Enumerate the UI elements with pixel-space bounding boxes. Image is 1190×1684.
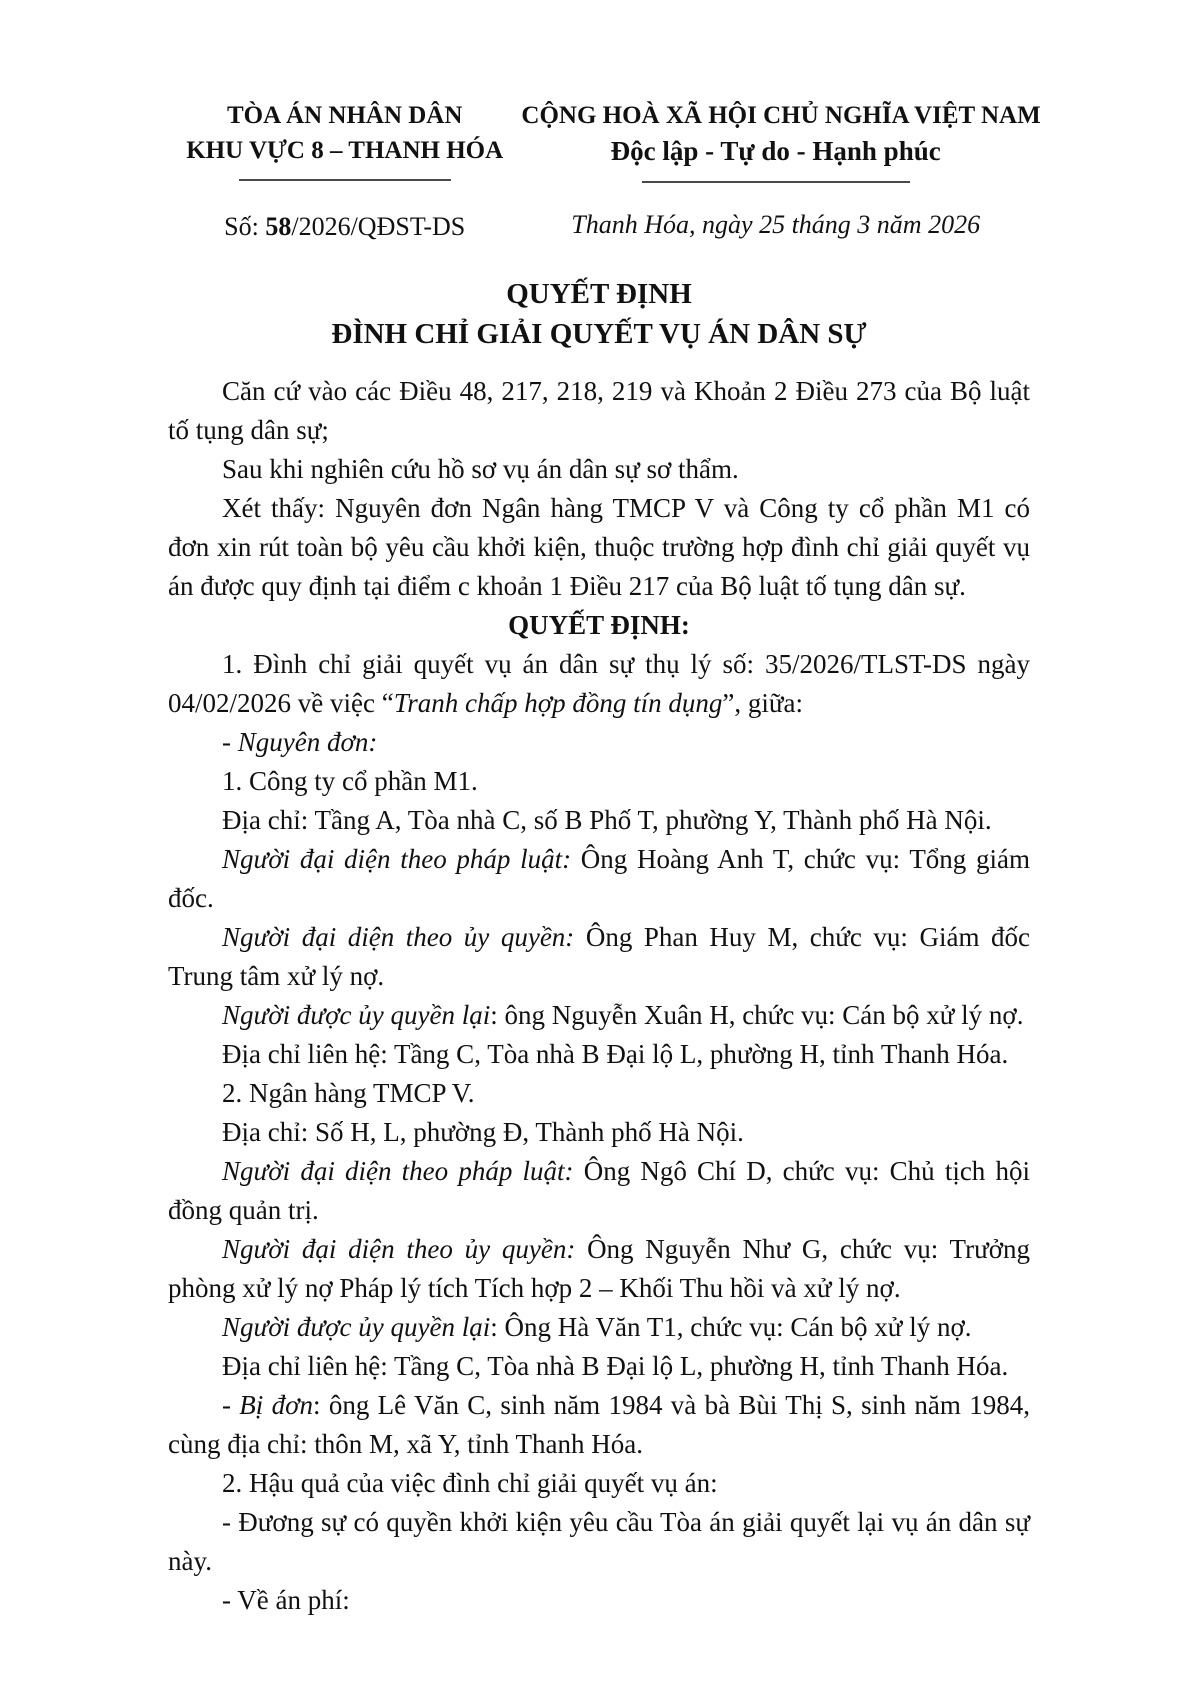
text-run: Ông Phan Huy M, chức vụ: Giám đốc Trung tâm xử lý nợ. bbox=[168, 922, 1030, 991]
text-run: 1. Công ty cổ phần M1. bbox=[222, 766, 478, 796]
text-run: - Nguyên đơn: bbox=[222, 727, 378, 757]
case-number-suffix: /2026/QĐST-DS bbox=[291, 212, 466, 241]
paragraph bbox=[168, 1308, 1030, 1347]
text-run: Xét thấy: Nguyên đơn Ngân hàng TMCP V và Công ty cổ phần M1 có đơn xin rút toàn bộ yêu cầu khởi kiện, thuộc trường hợp đình chỉ giải quyết vụ án được quy định tại điểm c khoản 1 Điều 217 của Bộ luật tố tụng dân sự. bbox=[168, 493, 1030, 601]
text-run: Địa chỉ: Tầng A, Tòa nhà C, số B Phố T, phường Y, Thành phố Hà Nội. bbox=[222, 805, 992, 835]
text-run: 2. Hậu quả của việc đình chỉ giải quyết vụ án: bbox=[222, 1468, 718, 1498]
case-number-label: Số: bbox=[224, 212, 266, 241]
text-run: Người đại diện theo pháp luật: bbox=[222, 1156, 574, 1186]
text-run: - Về án phí: bbox=[222, 1585, 350, 1615]
text-run: QUYẾT ĐỊNH: bbox=[508, 610, 690, 640]
text-run: Địa chỉ: Số H, L, phường Đ, Thành phố Hà Nội. bbox=[222, 1117, 744, 1147]
national-motto: Độc lập - Tự do - Hạnh phúc bbox=[610, 136, 941, 166]
text-run: : Ông Hà Văn T1, chức vụ: Cán bộ xử lý nợ. bbox=[490, 1312, 972, 1342]
text-run: - Bị đơn bbox=[222, 1390, 314, 1420]
case-number bbox=[168, 210, 521, 244]
paragraph bbox=[168, 840, 1030, 918]
text-run: Địa chỉ liên hệ: Tầng C, Tòa nhà B Đại lộ L, phường H, tỉnh Thanh Hóa. bbox=[222, 1351, 1009, 1381]
text-run: : ông Lê Văn C, sinh năm 1984 và bà Bùi Thị S, sinh năm 1984, cùng địa chỉ: thôn M, xã Y, tỉnh Thanh Hóa. bbox=[168, 1390, 1030, 1459]
text-run: Ông Ngô Chí D, chức vụ: Chủ tịch hội đồng quản trị. bbox=[168, 1156, 1030, 1225]
text-run: Ông Hoàng Anh T, chức vụ: Tổng giám đốc. bbox=[168, 844, 1030, 913]
paragraph bbox=[168, 1074, 1030, 1113]
text-run: Người đại diện theo ủy quyền: bbox=[222, 922, 575, 952]
place-date-line: Thanh Hóa, ngày 25 tháng 3 năm 2026 bbox=[571, 210, 981, 239]
text-run: Căn cứ vào các Điều 48, 217, 218, 219 và Khoản 2 Điều 273 của Bộ luật tố tụng dân sự; bbox=[168, 376, 1030, 445]
title-line-1: QUYẾT ĐỊNH bbox=[506, 278, 692, 310]
text-run: ”, giữa: bbox=[722, 688, 803, 718]
document-header bbox=[168, 98, 1041, 244]
paragraph bbox=[168, 489, 1030, 606]
text-run: Người được ủy quyền lại bbox=[222, 1312, 491, 1342]
paragraph bbox=[168, 1113, 1030, 1152]
paragraph bbox=[168, 1035, 1030, 1074]
text-run: 1. Đình chỉ giải quyết vụ án dân sự thụ lý số: 35/2026/TLST-DS ngày 04/02/2026 về việc “ bbox=[168, 649, 1030, 718]
text-run: Sau khi nghiên cứu hồ sơ vụ án dân sự sơ thẩm. bbox=[222, 454, 739, 484]
text-run: Người được ủy quyền lại bbox=[222, 1000, 491, 1030]
paragraph bbox=[168, 645, 1030, 723]
text-run: : ông Nguyễn Xuân H, chức vụ: Cán bộ xử lý nợ. bbox=[490, 1000, 1024, 1030]
text-run: - Đương sự có quyền khởi kiện yêu cầu Tòa án giải quyết lại vụ án dân sự này. bbox=[168, 1507, 1030, 1576]
text-run: Ông Nguyễn Như G, chức vụ: Trưởng phòng xử lý nợ Pháp lý tích Tích hợp 2 – Khối Thu hồi và xử lý nợ. bbox=[168, 1234, 1030, 1303]
paragraph bbox=[168, 996, 1030, 1035]
paragraph bbox=[168, 450, 1030, 489]
text-run: Người đại diện theo ủy quyền: bbox=[222, 1234, 576, 1264]
paragraph bbox=[168, 1347, 1030, 1386]
text-run: Tranh chấp hợp đồng tín dụng bbox=[393, 688, 723, 718]
court-block bbox=[168, 98, 521, 244]
paragraph bbox=[168, 1464, 1030, 1503]
document-body bbox=[168, 372, 1030, 1620]
court-name-line2: KHU VỰC 8 – THANH HÓA bbox=[186, 137, 504, 164]
paragraph bbox=[168, 1152, 1030, 1230]
paragraph bbox=[168, 1581, 1030, 1620]
court-name-line1: TÒA ÁN NHÂN DÂN bbox=[226, 102, 463, 129]
paragraph bbox=[168, 372, 1030, 450]
paragraph bbox=[168, 1503, 1030, 1581]
text-run: Địa chỉ liên hệ: Tầng C, Tòa nhà B Đại lộ L, phường H, tỉnh Thanh Hóa. bbox=[222, 1039, 1009, 1069]
national-title: CỘNG HOÀ XÃ HỘI CHỦ NGHĨA VIỆT NAM bbox=[521, 102, 1041, 129]
text-run: 2. Ngân hàng TMCP V. bbox=[222, 1078, 475, 1108]
text-run: Người đại diện theo pháp luật: bbox=[222, 844, 572, 874]
paragraph bbox=[168, 723, 1030, 762]
paragraph bbox=[168, 762, 1030, 801]
paragraph bbox=[168, 801, 1030, 840]
paragraph bbox=[168, 606, 1030, 645]
paragraph bbox=[168, 918, 1030, 996]
national-block bbox=[521, 98, 1041, 244]
motto-underline bbox=[642, 181, 910, 183]
title-line-2: ĐÌNH CHỈ GIẢI QUYẾT VỤ ÁN DÂN SỰ bbox=[331, 318, 867, 350]
court-underline bbox=[239, 179, 451, 181]
case-number-value: 58 bbox=[265, 212, 292, 241]
paragraph bbox=[168, 1230, 1030, 1308]
document-title bbox=[168, 274, 1030, 354]
paragraph bbox=[168, 1386, 1030, 1464]
